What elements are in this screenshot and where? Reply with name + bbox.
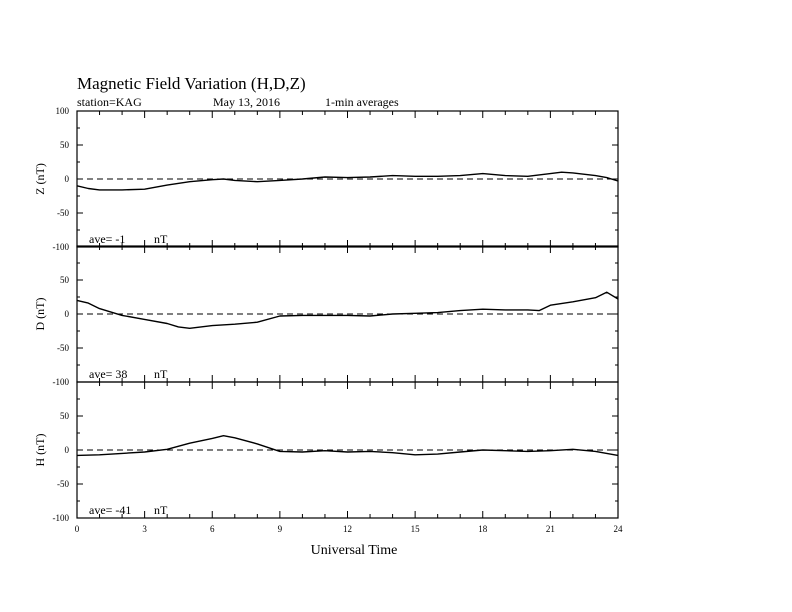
average-unit-h: nT	[154, 503, 168, 517]
average-label-h: ave= -41	[89, 503, 132, 517]
date-label: May 13, 2016	[213, 95, 280, 109]
x-tick-label-18: 18	[478, 524, 488, 534]
x-tick-label-6: 6	[210, 524, 215, 534]
y-axis-label-d: D (nT)	[33, 297, 47, 331]
x-tick-label-24: 24	[613, 524, 623, 534]
series-line-d	[77, 292, 618, 328]
y-tick-label-h-2: -50	[57, 479, 69, 489]
y-tick-label-z-1: 50	[60, 140, 69, 150]
x-tick-label-0: 0	[74, 524, 80, 534]
average-unit-d: nT	[154, 367, 168, 381]
average-label-d: ave= 38	[89, 367, 128, 381]
x-tick-label-15: 15	[410, 524, 420, 534]
y-tick-label-d-1: 0	[64, 309, 69, 319]
y-tick-label-h-0: 50	[60, 411, 69, 421]
average-unit-z: nT	[154, 232, 168, 246]
y-tick-label-z-0: 100	[55, 106, 69, 116]
y-tick-label-h-3: -100	[52, 513, 69, 523]
y-axis-label-z: Z (nT)	[33, 163, 47, 195]
series-line-h	[77, 436, 618, 456]
averaging-label: 1-min averages	[325, 95, 399, 109]
y-tick-label-z-2: 0	[64, 174, 69, 184]
y-tick-label-z-3: -50	[57, 208, 69, 218]
y-axis-label-h: H (nT)	[33, 433, 47, 467]
chart-title: Magnetic Field Variation (H,D,Z)	[77, 74, 306, 93]
y-tick-label-z-4: -100	[52, 242, 69, 252]
x-tick-label-9: 9	[277, 524, 283, 534]
x-tick-label-12: 12	[343, 524, 352, 534]
x-tick-label-3: 3	[142, 524, 147, 534]
y-tick-label-d-3: -100	[52, 377, 69, 387]
series-line-z	[77, 172, 618, 190]
x-axis-label: Universal Time	[310, 543, 398, 558]
y-tick-label-d-2: -50	[57, 343, 69, 353]
average-label-z: ave= -1	[89, 232, 126, 246]
y-tick-label-d-0: 50	[60, 275, 69, 285]
y-tick-label-h-1: 0	[64, 445, 69, 455]
x-tick-label-21: 21	[545, 524, 555, 534]
station-label: station=KAG	[77, 95, 142, 109]
